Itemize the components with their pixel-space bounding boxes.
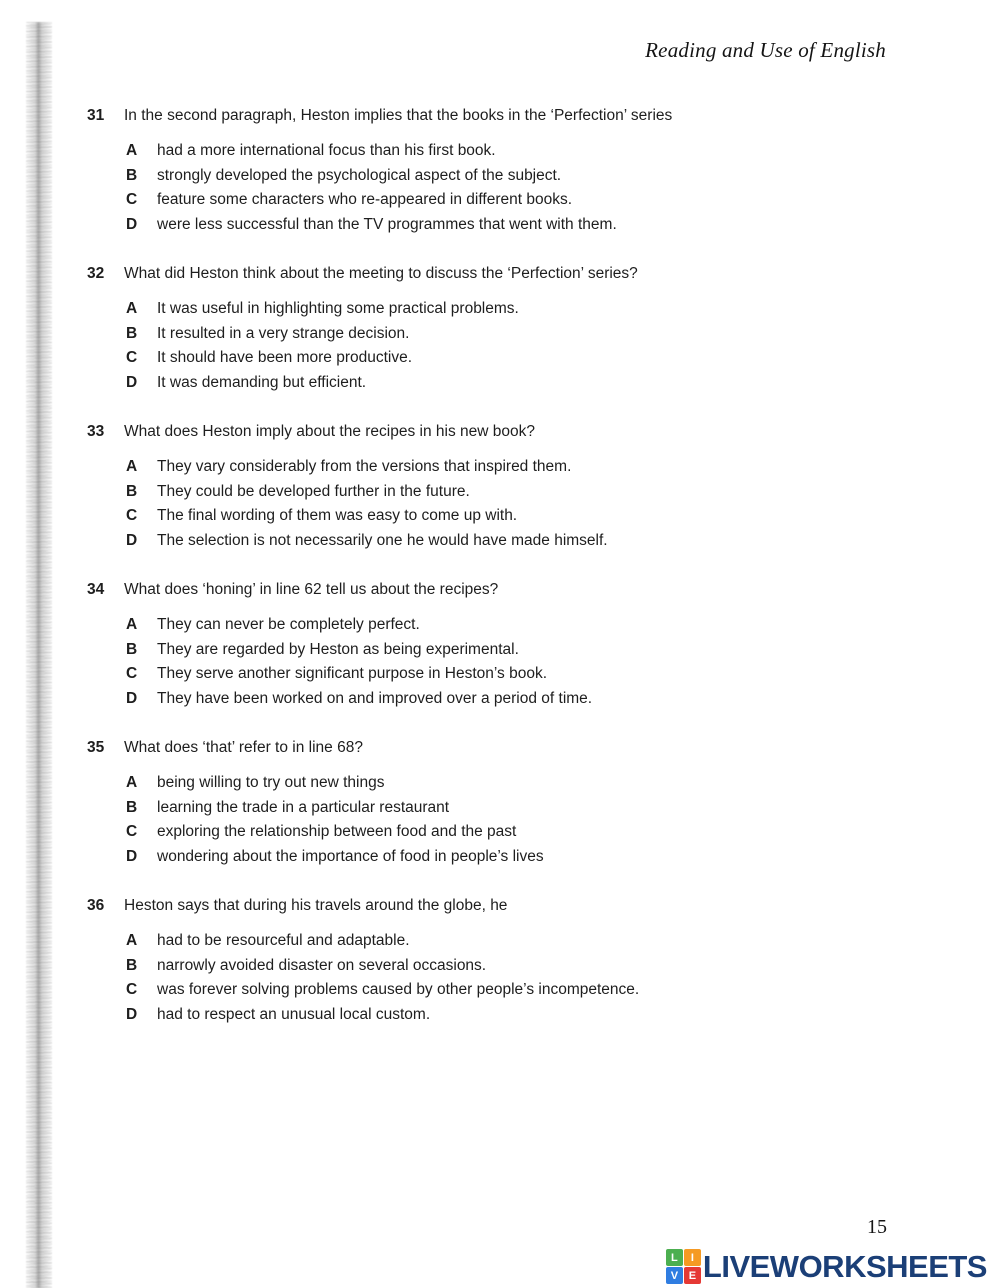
option-row[interactable] [126, 687, 947, 712]
option-letter: B [126, 640, 138, 658]
question-line [87, 104, 947, 128]
question-text: What does ‘that’ refer to in line 68? [124, 739, 363, 756]
option-row[interactable] [126, 346, 947, 371]
option-text: wondering about the importance of food in people’s lives [157, 847, 544, 865]
option-letter: C [126, 507, 138, 524]
logo-block-v: V [666, 1267, 683, 1284]
option-row[interactable] [126, 820, 947, 845]
option-row[interactable] [126, 978, 947, 1003]
option-text: strongly developed the psychological aspect of the subject. [157, 166, 562, 184]
option-text: They are regarded by Heston as being experimental. [157, 640, 519, 658]
options-list [126, 455, 947, 553]
option-text: was forever solving problems caused by other people’s incompetence. [157, 981, 640, 998]
question-text: Heston says that during his travels around the globe, he [124, 897, 508, 914]
question-line [87, 262, 947, 286]
option-letter: C [126, 665, 138, 682]
option-text: The final wording of them was easy to come up with. [157, 507, 518, 524]
option-letter: D [126, 689, 138, 707]
option-row[interactable] [126, 929, 947, 954]
option-text: exploring the relationship between food and the past [157, 823, 517, 840]
option-text: The selection is not necessarily one he would have made himself. [157, 531, 608, 549]
liveworksheets-logo[interactable] [666, 1249, 987, 1284]
question-number: 33 [87, 423, 105, 440]
option-text: It was useful in highlighting some practical problems. [157, 300, 519, 317]
option-row[interactable] [126, 480, 947, 505]
option-text: It should have been more productive. [157, 349, 413, 366]
question-text: In the second paragraph, Heston implies that the books in the ‘Perfection’ series [124, 107, 673, 124]
option-letter: B [126, 956, 138, 974]
option-row[interactable] [126, 1003, 947, 1028]
options-list [126, 613, 947, 711]
option-letter: A [126, 932, 138, 949]
option-row[interactable] [126, 371, 947, 396]
logo-block-i: I [684, 1249, 701, 1266]
option-text: They vary considerably from the versions that inspired them. [157, 458, 572, 475]
option-text: learning the trade in a particular restaurant [157, 798, 450, 816]
option-letter: C [126, 981, 138, 998]
question-block [87, 420, 947, 553]
option-letter: A [126, 616, 138, 633]
option-row[interactable] [126, 504, 947, 529]
option-row[interactable] [126, 139, 947, 164]
question-line [87, 894, 947, 918]
option-letter: A [126, 300, 138, 317]
question-number: 36 [87, 897, 105, 914]
option-letter: B [126, 482, 138, 500]
option-text: had to be resourceful and adaptable. [157, 932, 410, 949]
options-list [126, 771, 947, 869]
option-letter: A [126, 142, 138, 159]
option-text: had a more international focus than his first book. [157, 142, 496, 159]
option-letter: D [126, 531, 138, 549]
option-text: They have been worked on and improved over a period of time. [157, 689, 593, 707]
option-row[interactable] [126, 188, 947, 213]
question-line [87, 578, 947, 602]
question-block [87, 262, 947, 395]
option-text: They could be developed further in the future. [157, 482, 470, 500]
question-block [87, 736, 947, 869]
page-header-title: Reading and Use of English [645, 38, 886, 62]
option-letter: B [126, 166, 138, 184]
option-letter: A [126, 458, 138, 475]
option-row[interactable] [126, 213, 947, 238]
option-row[interactable] [126, 164, 947, 189]
logo-block-l: L [666, 1249, 683, 1266]
liveworksheets-logo-text: LIVEWORKSHEETS [702, 1249, 987, 1284]
question-text: What does ‘honing’ in line 62 tell us about the recipes? [124, 581, 499, 598]
option-row[interactable] [126, 613, 947, 638]
option-row[interactable] [126, 954, 947, 979]
option-row[interactable] [126, 455, 947, 480]
option-letter: C [126, 349, 138, 366]
option-letter: D [126, 847, 138, 865]
question-block [87, 104, 947, 237]
option-letter: D [126, 1005, 138, 1023]
option-text: being willing to try out new things [157, 774, 385, 791]
questions-list [87, 104, 947, 1052]
logo-block-e: E [684, 1267, 701, 1284]
option-row[interactable] [126, 662, 947, 687]
option-letter: A [126, 774, 138, 791]
option-row[interactable] [126, 845, 947, 870]
options-list [126, 297, 947, 395]
option-row[interactable] [126, 796, 947, 821]
option-text: were less successful than the TV programmes that went with them. [157, 215, 617, 233]
option-text: They serve another significant purpose in Heston’s book. [157, 665, 548, 682]
page-number: 15 [867, 1216, 887, 1238]
option-row[interactable] [126, 529, 947, 554]
option-text: They can never be completely perfect. [157, 616, 420, 633]
option-row[interactable] [126, 638, 947, 663]
options-list [126, 929, 947, 1027]
question-block [87, 894, 947, 1027]
option-text: feature some characters who re-appeared in different books. [157, 191, 573, 208]
option-letter: C [126, 823, 138, 840]
option-text: It was demanding but efficient. [157, 373, 367, 391]
option-letter: D [126, 373, 138, 391]
question-number: 35 [87, 739, 105, 756]
option-letter: B [126, 324, 138, 342]
option-row[interactable] [126, 297, 947, 322]
option-letter: C [126, 191, 138, 208]
option-row[interactable] [126, 322, 947, 347]
option-text: had to respect an unusual local custom. [157, 1005, 431, 1023]
option-letter: D [126, 215, 138, 233]
question-number: 34 [87, 581, 105, 598]
option-letter: B [126, 798, 138, 816]
liveworksheets-logo-icon [666, 1249, 701, 1284]
scan-binding-shadow [26, 22, 52, 1288]
options-list [126, 139, 947, 237]
option-text: It resulted in a very strange decision. [157, 324, 410, 342]
question-text: What did Heston think about the meeting to discuss the ‘Perfection’ series? [124, 265, 638, 282]
option-text: narrowly avoided disaster on several occasions. [157, 956, 487, 974]
question-text: What does Heston imply about the recipes in his new book? [124, 423, 535, 440]
question-number: 31 [87, 107, 105, 124]
question-block [87, 578, 947, 711]
question-line [87, 736, 947, 760]
question-line [87, 420, 947, 444]
option-row[interactable] [126, 771, 947, 796]
question-number: 32 [87, 265, 105, 282]
